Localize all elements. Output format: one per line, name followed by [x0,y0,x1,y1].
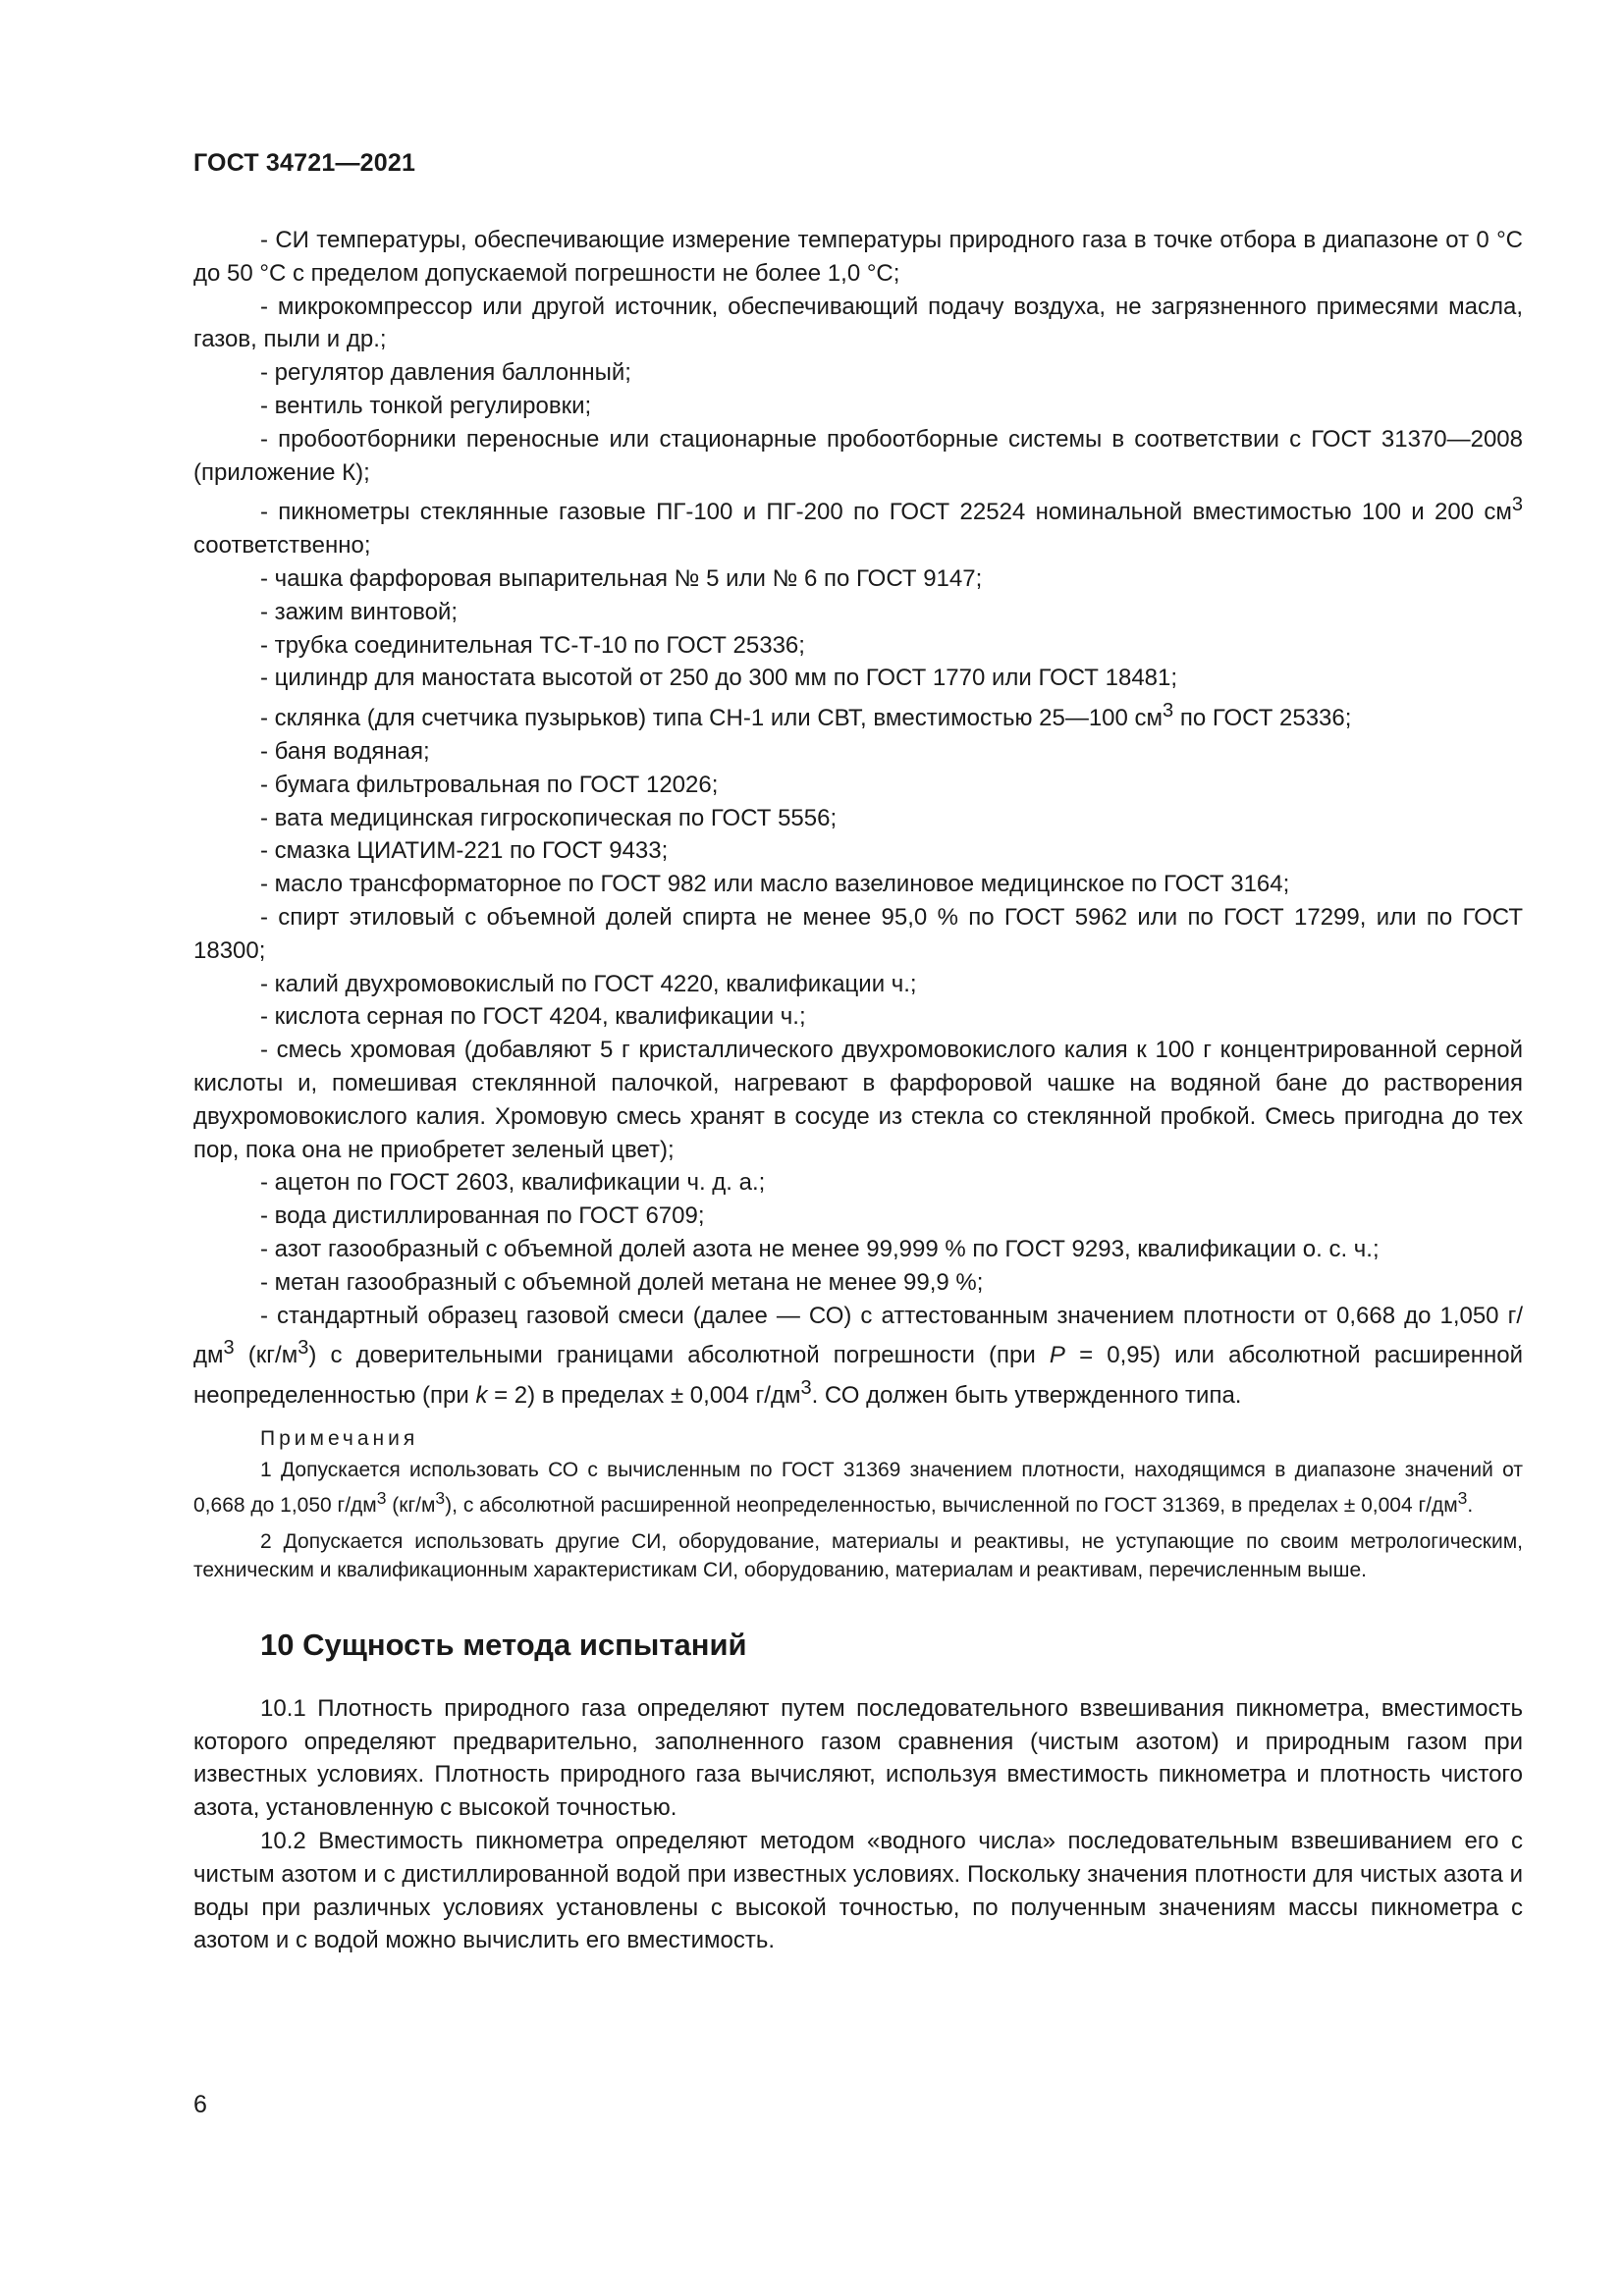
text-run: (кг/м [386,1493,436,1517]
text-run: - микрокомпрессор или другой источник, обеспечивающий подачу воздуха, не загрязненного примесями масла, газов, пыли и др.; [193,293,1523,353]
text-run: - зажим винтовой; [260,598,459,625]
italic-variable: k [475,1382,488,1410]
note-item [193,1456,1523,1520]
list-item [193,1266,1523,1300]
text-run: - цилиндр для маностата высотой от 250 до 300 мм по ГОСТ 1770 или ГОСТ 18481; [260,665,1178,692]
list-item [193,1200,1523,1233]
text-run: - кислота серная по ГОСТ 4204, квалификации ч.; [260,1003,806,1031]
superscript: 3 [376,1487,387,1508]
list-item [193,489,1523,562]
text-run: ) с доверительными границами абсолютной погрешности (при [308,1342,1050,1369]
list-item [193,356,1523,390]
text-run: - трубка соединительная ТС-Т-10 по ГОСТ 25336; [260,631,805,659]
list-item [193,629,1523,663]
list-item [193,735,1523,769]
list-item [193,224,1523,291]
text-run: = 2) в пределах ± 0,004 г/дм [487,1382,801,1410]
text-run: - вода дистиллированная по ГОСТ 6709; [260,1202,705,1230]
text-run: - бумага фильтровальная по ГОСТ 12026; [260,771,719,798]
section-paragraphs [193,1692,1523,1957]
text-run: 2 Допускается использовать другие СИ, оборудование, материалы и реактивы, не уступающие по своим метрологическим, техническим и квалификационным характеристикам СИ, оборудованию, материалам и реактивам, перечисленным выше. [193,1529,1523,1581]
text-run: - чашка фарфоровая выпарительная № 5 или № 6 по ГОСТ 9147; [260,564,983,592]
text-run: - регулятор давления баллонный; [260,359,631,387]
text-run: - вентиль тонкой регулировки; [260,392,592,419]
text-run: по ГОСТ 25336; [1173,705,1352,732]
list-item [193,802,1523,835]
note-item [193,1527,1523,1584]
section-title: 10 Сущность метода испытаний [260,1627,747,1662]
text-run: - ацетон по ГОСТ 2603, квалификации ч. д. а.; [260,1169,766,1197]
list-item [193,769,1523,802]
list-item [193,901,1523,968]
list-item [193,562,1523,596]
equipment-list [193,224,1523,1413]
list-item [193,662,1523,695]
text-run: 1 Допускается использовать СО с вычисленным по ГОСТ 31369 значением плотности, находящимся в диапазоне значений от 0,668 до 1,050 г/дм [193,1458,1523,1517]
list-item [193,423,1523,490]
superscript: 3 [1163,700,1174,722]
text-run: ), с абсолютной расширенной неопределенностью, вычисленной по ГОСТ 31369, в пределах ± 0,004 г/дм [445,1493,1458,1517]
text-run: - баня водяная; [260,737,430,765]
notes-list [193,1456,1523,1584]
list-item [193,1300,1523,1413]
italic-variable: P [1049,1342,1065,1369]
superscript: 3 [1457,1487,1468,1508]
superscript: 3 [298,1337,309,1360]
text-run: - вата медицинская гигроскопическая по ГОСТ 5556; [260,804,838,831]
text-run: - СИ температуры, обеспечивающие измерение температуры природного газа в точке отбора в диапазоне от 0 °С до 50 °С с пределом допускаемой погрешности не более 1,0 °С; [193,227,1523,287]
text-run: . [1467,1493,1474,1517]
text-run: (кг/м [234,1342,298,1369]
text-run: - спирт этиловый с объемной долей спирта не менее 95,0 % по ГОСТ 5962 или по ГОСТ 17299, или по ГОСТ 18300; [193,903,1523,964]
list-item [193,291,1523,357]
superscript: 3 [800,1377,812,1400]
text-run: - смазка ЦИАТИМ-221 по ГОСТ 9433; [260,837,669,865]
superscript: 3 [435,1487,446,1508]
list-item [193,1233,1523,1266]
list-item [193,868,1523,901]
text-run: - стандартный образец газовой смеси (далее — СО) с аттестованным значением плотности от 0,668 до 1,050 г/дм [193,1302,1523,1369]
text-run: - калий двухромовокислый по ГОСТ 4220, квалификации ч.; [260,970,917,997]
list-item [193,968,1523,1001]
text-run: - пикнометры стеклянные газовые ПГ-100 и ПГ-200 по ГОСТ 22524 номинальной вместимостью 100 и 200 см [260,499,1512,526]
text-run: соответственно; [193,532,371,560]
text-run: - склянка (для счетчика пузырьков) типа СН-1 или СВТ, вместимостью 25—100 см [260,705,1164,732]
notes-title: Примечания [260,1426,419,1450]
text-run: = 0,95) или абсолютной расширенной неопределенностью (при [193,1342,1523,1410]
text-run: - масло трансформаторное по ГОСТ 982 или масло вазелиновое медицинское по ГОСТ 3164; [260,871,1290,898]
text-run: - пробоотборники переносные или стационарные пробоотборные системы в соответствии с ГОСТ 31370—2008 (приложение К); [193,425,1523,486]
section-paragraph: 10.1 Плотность природного газа определяют путем последовательного взвешивания пикнометра, вместимость которого определяют предварительно, заполненного газом сравнения (чистым азотом) и природным газом при известных условиях. Плотность природного газа вычисляют, используя вместимость пикнометра и плотность чистого азота, установленную с высокой точностью. [193,1694,1523,1822]
superscript: 3 [1511,494,1523,516]
superscript: 3 [223,1337,235,1360]
list-item [193,1000,1523,1034]
text-run: - метан газообразный с объемной долей метана не менее 99,9 %; [260,1268,984,1296]
list-item [193,834,1523,868]
list-item [193,695,1523,735]
list-item [193,390,1523,423]
section-paragraph: 10.2 Вместимость пикнометра определяют методом «водного числа» последовательным взвешиванием его с чистым азотом и с дистиллированной водой при известных условиях. Поскольку значения плотности для чистых азота и воды при различных условиях установлены с высокой точностью, по полученным значениям массы пикнометра с азотом и с водой можно вычислить его вместимость. [193,1828,1523,1954]
list-item [193,1166,1523,1200]
document-body [193,224,1523,1957]
list-item [193,596,1523,629]
text-run: - азот газообразный с объемной долей азота не менее 99,999 % по ГОСТ 9293, квалификации о. с. ч.; [260,1235,1380,1262]
document-header: ГОСТ 34721—2021 [193,149,416,177]
page-number: 6 [193,2091,207,2118]
text-run: . СО должен быть утвержденного типа. [811,1382,1242,1410]
list-item [193,1034,1523,1166]
text-run: - смесь хромовая (добавляют 5 г кристаллического двухромовокислого калия к 100 г концентрированной серной кислоты и, помешивая стеклянной палочкой, нагревают в фарфоровой чашке на водяной бане до растворения двухромовокислого калия. Хромовую смесь хранят в сосуде из стекла со стеклянной пробкой. Смесь пригодна до тех пор, пока она не приобретет зеленый цвет); [193,1037,1523,1163]
